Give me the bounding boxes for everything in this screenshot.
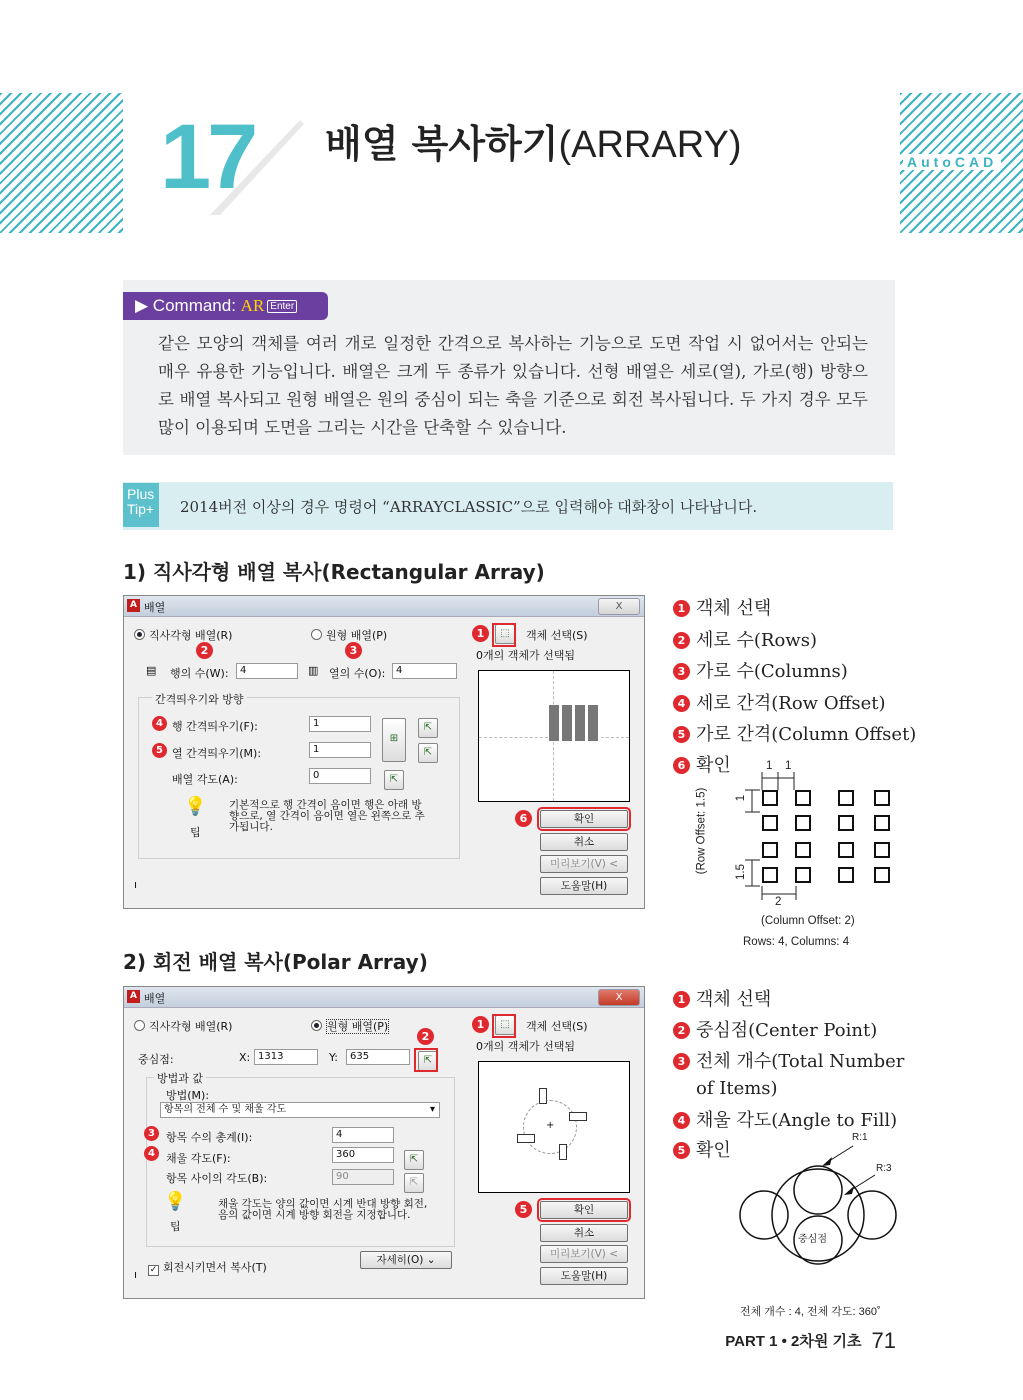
radius-3-label: R:3 [876, 1163, 892, 1174]
page-footer [725, 1328, 896, 1354]
pick-angle-button[interactable]: ⇱ [384, 770, 404, 790]
between-angle-input[interactable]: 90 [332, 1169, 394, 1185]
dim-col-bottom: 2 [775, 896, 782, 908]
autocad-app-icon: A [127, 599, 140, 612]
center-y-input[interactable]: 635 [346, 1049, 410, 1065]
callout-box-select [492, 1014, 516, 1038]
pick-row-offset-button[interactable]: ⇱ [418, 718, 438, 738]
close-button[interactable]: X [598, 598, 640, 615]
radio-polar-array[interactable] [311, 627, 387, 643]
grid-square [874, 790, 890, 806]
grid-square [795, 867, 811, 883]
col-offset-label: 열 간격띄우기(M): [172, 747, 262, 760]
col-offset-caption: (Column Offset: 2) [761, 915, 855, 927]
method-group-label: 방법과 값 [154, 1070, 206, 1086]
intro-text: 같은 모양의 객체를 여러 개로 일정한 간격으로 복사하는 기능으로 도면 작업 시 없어서는 안되는 매우 유용한 기능입니다. 배열은 크게 두 종류가 있습니다. 선형 배열은 세로(열), 가로(행) 방향으로 배열 복사되고 원형 배열은 원의 중심이 되는 축을 기준으로 회전 복사됩니다. 두 가지 경우 모두 많이 이용되며 도면을 그리는 시간을 단축할 수 있습니다. [158, 334, 868, 437]
legend-1-item: 2 세로 수(Rows) [673, 626, 817, 652]
grid-square [838, 842, 854, 858]
center-x-input[interactable]: 1313 [254, 1049, 318, 1065]
center-mark-icon: + [546, 1120, 555, 1131]
tip-text: 채울 각도는 양의 값이면 시계 반대 방향 회전, 음의 값이면 시계 방향 회전을 지정합니다. [218, 1198, 428, 1221]
polar-figure-caption: 전체 개수 : 4, 전체 각도: 360˚ [740, 1306, 881, 1318]
close-button[interactable]: X [598, 989, 640, 1006]
title-english: (ARRARY) [558, 124, 742, 166]
pick-fill-angle-button[interactable]: ⇱ [404, 1150, 424, 1170]
tip-label: 팁 [170, 1220, 181, 1233]
rotate-copy-label: 회전시키면서 복사(T) [163, 1261, 267, 1274]
tip-label-1: Plus [127, 486, 155, 502]
selected-count: 0개의 객체가 선택됨 [476, 649, 575, 662]
plus-tip-label [123, 483, 159, 527]
pick-between-angle-button[interactable]: ⇱ [404, 1173, 424, 1193]
dialog-title: 배열 [144, 601, 166, 614]
enter-key-icon: Enter [267, 300, 297, 313]
polar-circles-drawing [735, 1130, 905, 1300]
preview-pane [478, 1061, 630, 1193]
radio-selected-icon [311, 1020, 322, 1031]
grid-square [762, 842, 778, 858]
section-2-title: 2) 회전 배열 복사(Polar Array) [123, 950, 428, 974]
legend-2-item: 1 객체 선택 [673, 985, 771, 1011]
grid-square [838, 790, 854, 806]
callout-1: 1 [472, 1016, 489, 1033]
callout-box-select [492, 623, 516, 647]
tip-text: 2014버전 이상의 경우 명령어 “ARRAYCLASSIC”으로 입력해야 대화창이 나타납니다. [180, 498, 758, 516]
tip-label: 팁 [190, 826, 201, 839]
select-objects-label: 객체 선택(S) [526, 1020, 588, 1033]
page-number: 71 [871, 1328, 896, 1353]
columns-label: 열의 수(O): [329, 667, 386, 680]
grid-square [762, 790, 778, 806]
radio-rect-array[interactable] [134, 1018, 232, 1034]
legend-1-item: 3 가로 수(Columns) [673, 657, 848, 683]
radio-selected-icon [134, 629, 145, 640]
lightbulb-icon: 💡 [184, 796, 207, 817]
grid-square [838, 867, 854, 883]
header-hatch-left [0, 93, 123, 233]
radio-polar-label: 원형 배열(P) [326, 629, 388, 642]
rows-icon: ▤ [146, 664, 157, 677]
section-1-title: 1) 직사각형 배열 복사(Rectangular Array) [123, 560, 545, 584]
method-label: 방법(M): [166, 1089, 210, 1102]
legend-2-item-cont: of Items) [696, 1078, 778, 1099]
callout-5: 5 [515, 1201, 532, 1218]
grid-square [762, 815, 778, 831]
fill-angle-label: 채울 각도(F): [166, 1152, 231, 1165]
legend-1-item: 1 객체 선택 [673, 594, 771, 620]
radio-icon [311, 629, 322, 640]
method-select-value: 항목의 전체 수 및 채울 각도 [164, 1104, 287, 1115]
preview-button[interactable]: 미리보기(V) < [540, 1245, 628, 1263]
radius-1-label: R:1 [852, 1132, 868, 1143]
callout-5: 5 [152, 743, 167, 758]
page-title [325, 113, 741, 168]
title-korean: 배열 복사하기 [325, 122, 559, 166]
dim-col-2: 1 [785, 760, 792, 772]
callout-3: 3 [144, 1126, 159, 1141]
method-select[interactable] [160, 1102, 440, 1118]
select-objects-label: 객체 선택(S) [526, 629, 588, 642]
radio-icon [134, 1020, 145, 1031]
fill-angle-input[interactable]: 360 [332, 1147, 394, 1163]
radio-polar-array[interactable] [311, 1018, 389, 1034]
preview-rect-grid [549, 705, 601, 741]
pick-col-offset-button[interactable]: ⇱ [418, 743, 438, 763]
callout-box-center [414, 1048, 438, 1072]
center-point-label: 중심점: [138, 1053, 174, 1066]
legend-1-item: 4 세로 간격(Row Offset) [673, 689, 886, 715]
array-angle-label: 배열 각도(A): [172, 773, 238, 786]
radio-polar-label: 원형 배열(P) [327, 1020, 389, 1033]
row-offset-label: 행 간격띄우기(F): [172, 720, 258, 733]
cancel-button[interactable]: 취소 [540, 833, 628, 851]
center-point-label: 중심점 [798, 1234, 827, 1245]
y-label: Y: [329, 1051, 338, 1064]
grid-square [762, 867, 778, 883]
brand-label: AutoCAD [903, 154, 1001, 170]
dialog-title: 배열 [144, 992, 166, 1005]
autocad-app-icon: A [127, 990, 140, 1003]
preview-button[interactable]: 미리보기(V) < [540, 855, 628, 873]
grid-square [874, 815, 890, 831]
select-objects-button[interactable]: ⬚ [495, 624, 515, 644]
rows-cols-caption: Rows: 4, Columns: 4 [743, 936, 850, 948]
array-angle-input[interactable]: 0 [309, 768, 371, 784]
legend-2-item: 4 채울 각도(Angle to Fill) [673, 1106, 897, 1132]
grid-square [874, 842, 890, 858]
columns-icon: ▥ [308, 664, 319, 677]
x-label: X: [239, 1051, 251, 1064]
callout-4: 4 [144, 1146, 159, 1161]
help-button[interactable]: 도움말(H) [540, 877, 628, 895]
row-offset-caption: (Row Offset: 1.5) [695, 787, 708, 875]
polar-array-dialog [123, 986, 645, 1299]
select-objects-button[interactable]: ⬚ [495, 1015, 515, 1035]
tip-text: 기본적으로 행 간격이 음이면 행은 아래 방향으로, 열 간격이 음이면 열은 왼쪽으로 추가됩니다. [229, 799, 425, 833]
legend-2-item: 3 전체 개수(Total Number [673, 1047, 904, 1073]
dim-row-2: 1.5 [735, 864, 747, 880]
more-button[interactable]: 자세히(O) ⌄ [360, 1251, 452, 1269]
ok-button[interactable]: 확인 [540, 810, 628, 828]
command-name: AR [240, 296, 265, 315]
legend-1-item: 6 확인 [673, 751, 731, 777]
dim-row-1: 1 [735, 794, 748, 802]
dialog-titlebar [124, 987, 644, 1008]
part-label: PART 1 • 2차원 기초 [725, 1333, 862, 1350]
offset-group-label: 간격띄우기와 방향 [152, 691, 247, 707]
radio-rect-label: 직사각형 배열(R) [149, 1020, 233, 1033]
row-offset-input[interactable]: 1 [309, 716, 371, 732]
command-tag [123, 292, 328, 320]
legend-2-item: 5 확인 [673, 1136, 731, 1162]
checkbox-checked-icon: ✓ [149, 1265, 158, 1275]
callout-2: 2 [417, 1028, 434, 1045]
rows-label: 행의 수(W): [170, 667, 229, 680]
grid-dimension-lines [730, 760, 910, 910]
dialog-titlebar [124, 596, 644, 617]
resize-grip-icon: ı [134, 878, 138, 891]
total-items-label: 항목 수의 총계(I): [166, 1131, 253, 1144]
dim-col-1: 1 [766, 760, 773, 772]
callout-1: 1 [472, 625, 489, 642]
callout-4: 4 [152, 716, 167, 731]
lightbulb-icon: 💡 [164, 1191, 187, 1212]
ok-button[interactable]: 확인 [540, 1201, 628, 1219]
grid-square [795, 790, 811, 806]
grid-square [795, 842, 811, 858]
tip-label-2: Tip+ [127, 501, 155, 517]
callout-3: 3 [345, 642, 362, 659]
grid-square [795, 815, 811, 831]
col-offset-input[interactable]: 1 [309, 742, 371, 758]
help-button[interactable]: 도움말(H) [540, 1267, 628, 1285]
preview-pane [478, 670, 630, 802]
callout-2: 2 [196, 642, 213, 659]
command-label: ▶ Command: [135, 296, 236, 315]
radio-rect-array[interactable] [134, 627, 232, 643]
radio-rect-label: 직사각형 배열(R) [149, 629, 233, 642]
between-angle-label: 항목 사이의 각도(B): [166, 1172, 268, 1185]
grid-square [838, 815, 854, 831]
cancel-button[interactable]: 취소 [540, 1224, 628, 1242]
pick-center-button[interactable]: ⇱ [418, 1051, 438, 1071]
callout-6: 6 [515, 810, 532, 827]
total-items-input[interactable]: 4 [332, 1127, 394, 1143]
legend-1-item: 5 가로 간격(Column Offset) [673, 720, 916, 746]
selected-count: 0개의 객체가 선택됨 [476, 1040, 575, 1053]
rotate-copy-checkbox[interactable] [148, 1259, 267, 1276]
chapter-number: 17 [160, 106, 255, 208]
pick-both-offsets-button[interactable]: ⊞ [382, 718, 406, 762]
rows-input[interactable]: 4 [236, 663, 298, 679]
columns-input[interactable]: 4 [392, 663, 457, 679]
resize-grip-icon: ı [134, 1268, 138, 1281]
grid-square [874, 867, 890, 883]
legend-2-item: 2 중심점(Center Point) [673, 1016, 877, 1042]
dropdown-arrow-icon: ▾ [429, 1104, 435, 1115]
